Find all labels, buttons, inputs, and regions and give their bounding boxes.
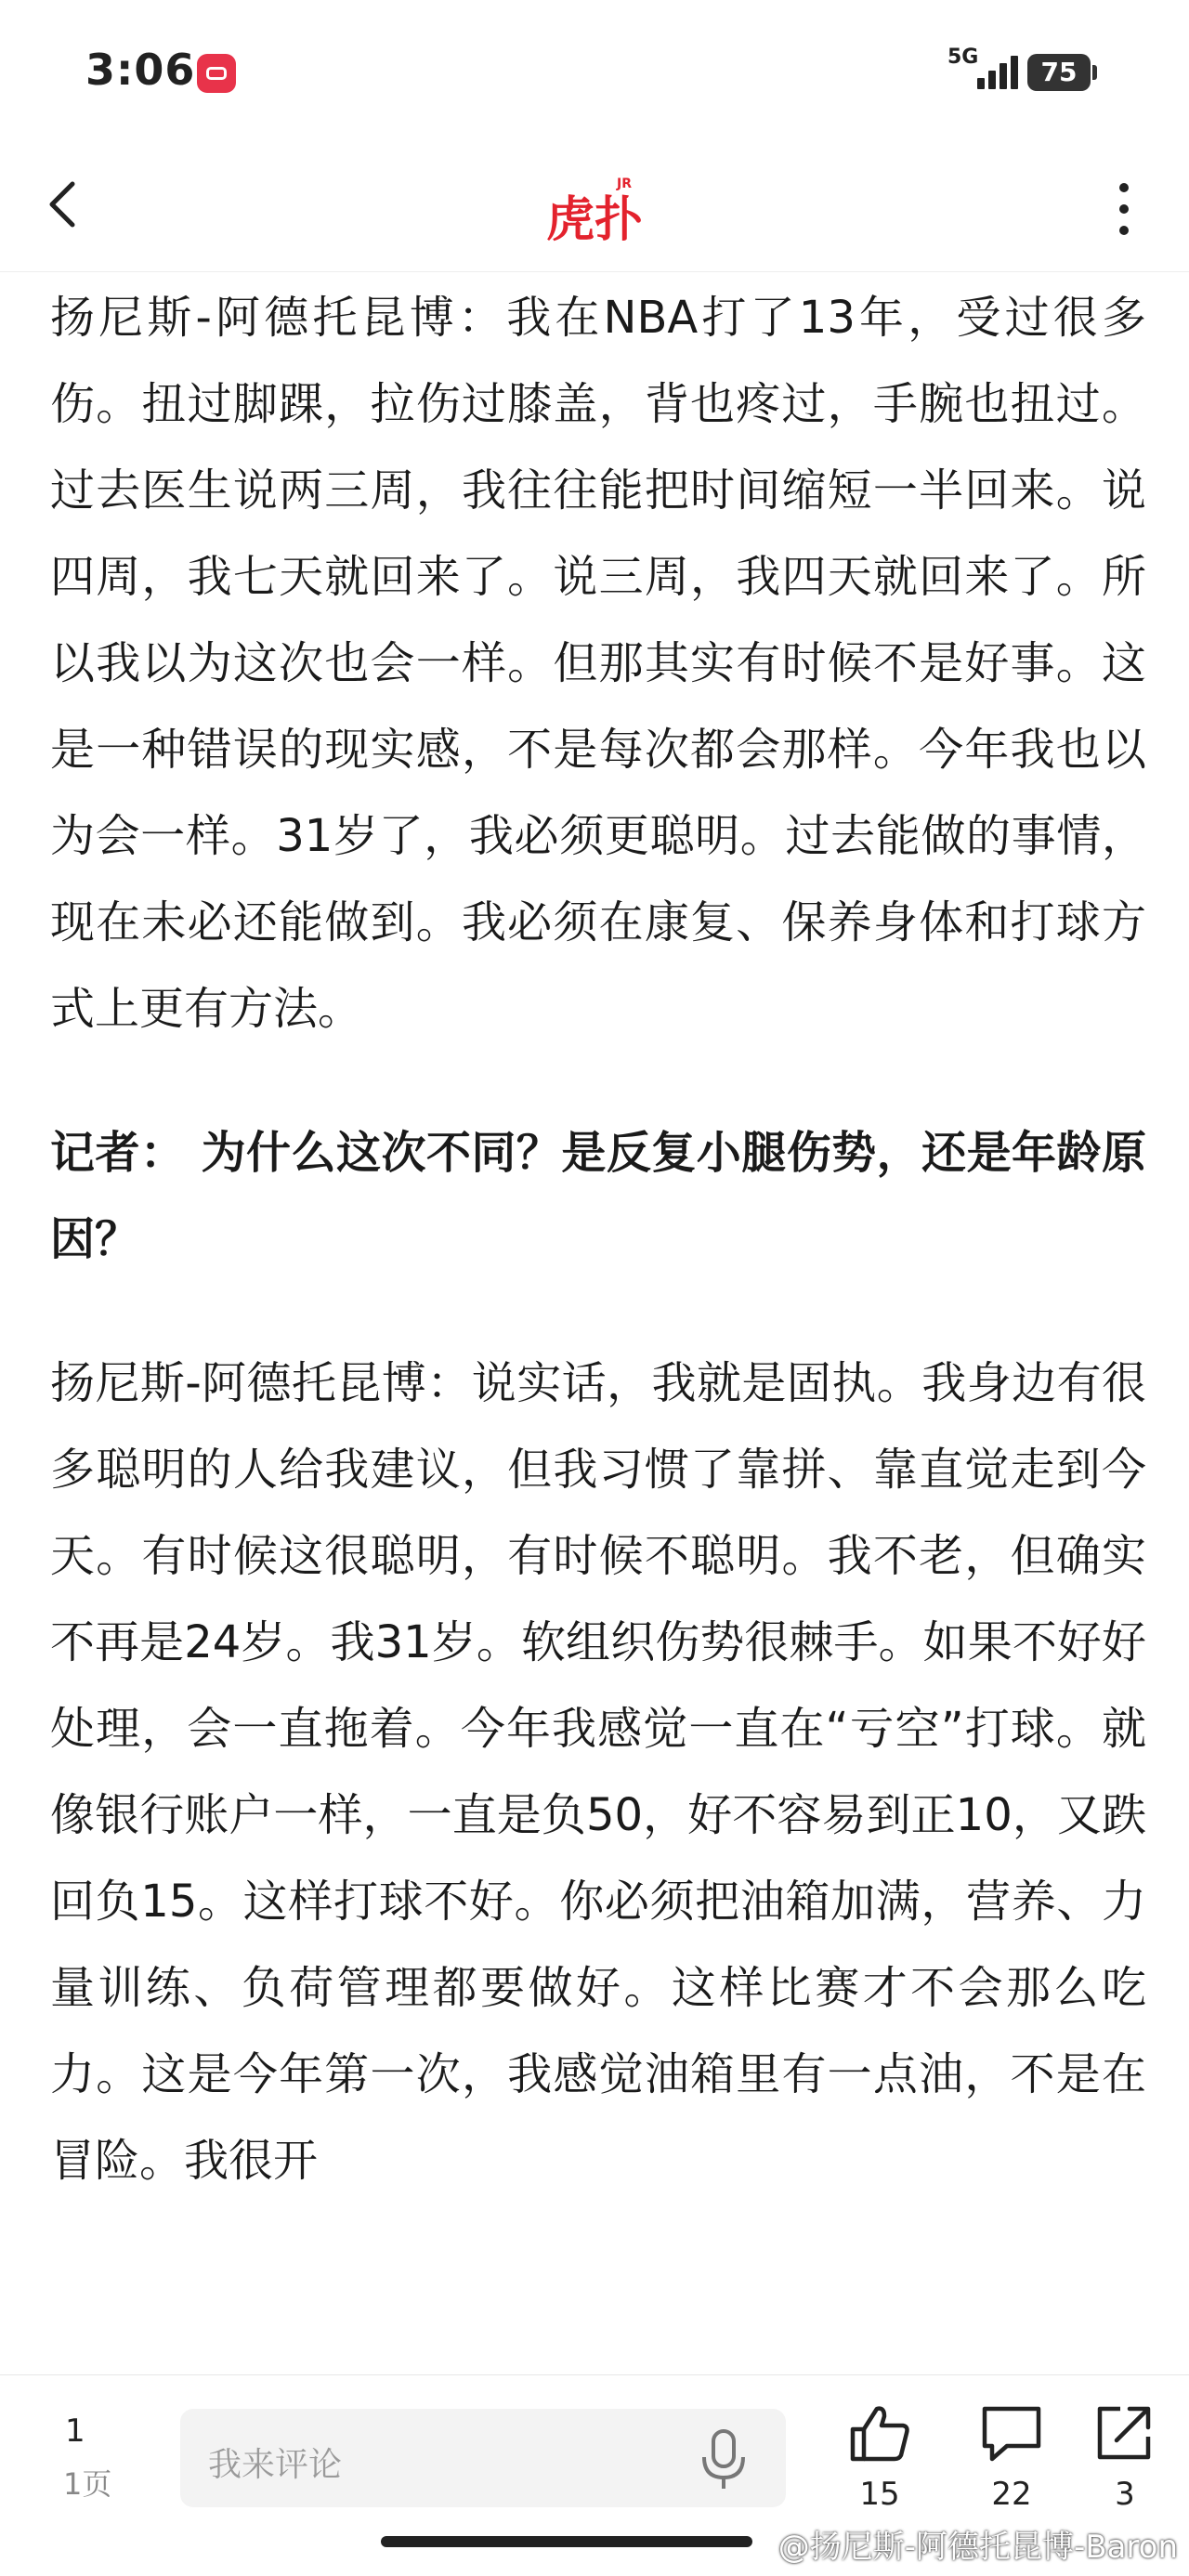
article-body <box>50 275 1146 2204</box>
status-time: 3:06 <box>85 45 196 95</box>
share-icon <box>1092 2403 1157 2463</box>
comment-placeholder: 我来评论 <box>208 2446 343 2484</box>
page-count-label[interactable]: 1页 <box>63 2466 112 2502</box>
comment-input[interactable] <box>180 2409 786 2507</box>
share-button[interactable] <box>1083 2403 1167 2513</box>
like-count: 15 <box>859 2476 900 2513</box>
reporter-question: 记者： 为什么这次不同？是反复小腿伤势，还是年龄原因？ <box>50 1127 1146 1265</box>
logo-superscript: JR <box>617 177 632 191</box>
weibo-watermark: @扬尼斯-阿德托昆博-Baron <box>777 2529 1178 2566</box>
status-bar <box>0 0 1189 139</box>
comment-count: 22 <box>991 2476 1032 2513</box>
hupu-logo <box>544 165 647 249</box>
article-paragraph: 扬尼斯-阿德托昆博：说实话，我就是固执。我身边有很多聪明的人给我建议，但我习惯了靠拼、靠直觉走到今天。有时候这很聪明，有时候不聪明。我不老，但确实不再是24岁。我31岁。软组织伤势很棘手。如果不好好处理，会一直拖着。今年我感觉一直在“亏空”打球。就像银行账户一样，一直是负50，好不容易到正10，又跌回负15。这样打球不好。你必须把油箱加满，营养、力量训练、负荷管理都要做好。这样比赛才不会那么吃力。这是今年第一次，我感觉油箱里有一点油，不是在冒险。我很开 <box>50 1357 1146 2187</box>
home-indicator[interactable] <box>381 2536 752 2547</box>
back-arrow-icon[interactable] <box>37 177 93 232</box>
battery-tip <box>1092 65 1097 80</box>
battery-level: 75 <box>1027 54 1091 91</box>
logo-text: 虎扑 <box>546 192 644 248</box>
notification-app-icon <box>197 54 236 93</box>
signal-icon <box>977 56 1020 89</box>
content-fade <box>0 2313 1189 2378</box>
nav-bar <box>0 139 1189 272</box>
microphone-icon[interactable] <box>691 2426 756 2492</box>
more-vertical-icon[interactable] <box>1105 177 1143 242</box>
like-button[interactable] <box>838 2403 921 2513</box>
share-count: 3 <box>1115 2476 1135 2513</box>
article-paragraph: 扬尼斯-阿德托昆博：我在NBA打了13年，受过很多伤。扭过脚踝，拉伤过膝盖，背也疼过，手腕也扭过。过去医生说两三周，我往往能把时间缩短一半回来。说四周，我七天就回来了。说三周，我四天就回来了。所以我以为这次也会一样。但那其实有时候不是好事。这是一种错误的现实感，不是每次都会那样。今年我也以为会一样。31岁了，我必须更聪明。过去能做的事情，现在未必还能做到。我必须在康复、保养身体和打球方式上更有方法。 <box>50 292 1146 1035</box>
thumbs-up-icon <box>847 2403 912 2463</box>
comment-bubble-icon <box>979 2403 1044 2463</box>
page-number[interactable]: 1 <box>65 2413 85 2450</box>
network-type: 5G <box>947 46 979 69</box>
comment-button[interactable] <box>970 2403 1053 2513</box>
